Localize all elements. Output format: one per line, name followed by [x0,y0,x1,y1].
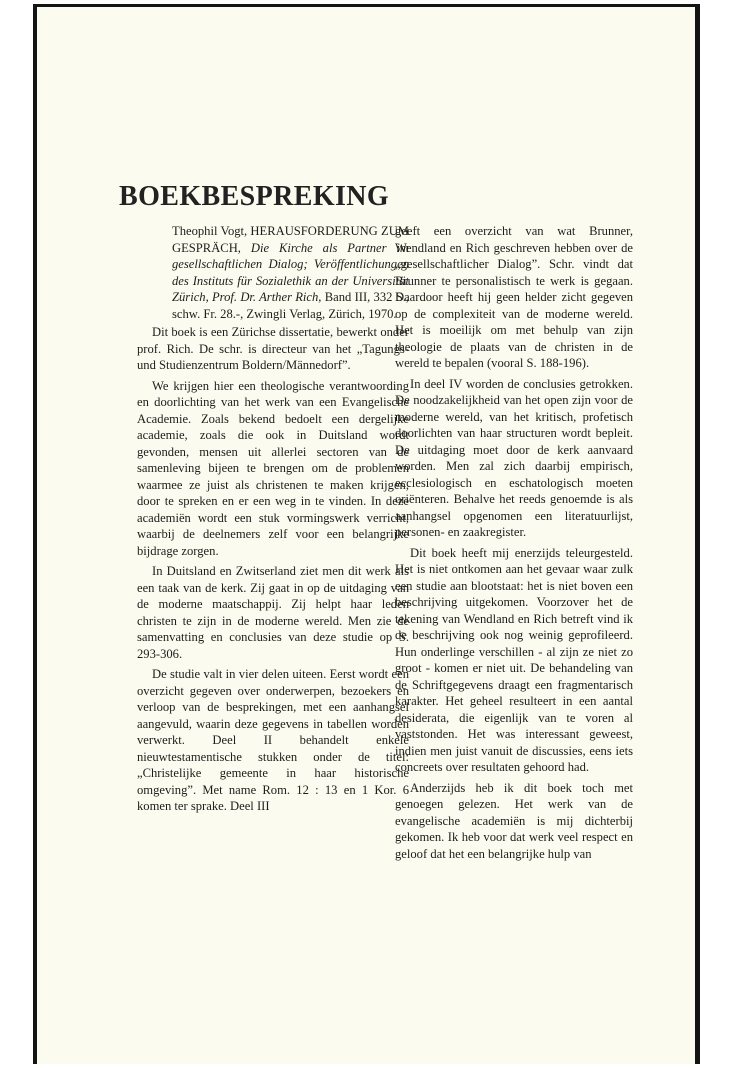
book-reference [172,223,409,322]
paragraph: Dit boek is een Zürichse dissertatie, bewerkt onder prof. Rich. De schr. is directeur van het „Tagungs- und Studienzentrum Boldern/Männedorf”. [137,325,409,372]
book-subtitle: Die Kirche als Partner im gesellschaftlichen Dialog; Veröffentlichungen des Instituts für Sozialethik an der Universität Zürich, Prof. Dr. Arther Rich, [172,240,409,304]
paragraph: In Duitsland en Zwitserland ziet men dit werk als een taak van de kerk. Zij gaat in op de uitdaging van de moderne maatschappij. Zij helpt haar leden christen te zijn in de moderne wereld. Men zie de samenvatting en conclusies van deze studie op S. 293-306. [137,564,409,661]
book-title: HERAUSFORDERUNG ZUM GESPRÄCH, [172,224,409,255]
book-author: Theophil Vogt, [172,224,251,238]
scanned-page [33,4,700,1064]
book-details: Band III, 332 S., schw. Fr. 28.-, Zwingli Verlag, Zürich, 1970. [172,290,409,321]
paragraph: geeft een overzicht van wat Brunner, Wendland en Rich geschreven hebben over de „gesellschaftlicher Dialog”. Schr. vindt dat Brunner te personalistisch te werk is gegaan. Daardoor heeft hij geen helder zicht gegeven op de complexiteit van de moderne wereld. Het is moeilijk om met behulp van zijn theologie de plaats van de christen in de wereld te bepalen (vooral S. 188-196). [395,224,633,370]
page-title: BOEKBESPREKING [119,181,390,212]
paragraph: Anderzijds heb ik dit boek toch met genoegen gelezen. Het werk van de evangelische academiën is mij dichterbij gekomen. Ik heb voor dat werk veel respect en geloof dat het een belangrijke hulp van [395,780,633,861]
paragraph: We krijgen hier een theologische verantwoording en doorlichting van het werk van een Evangelische Academie. Zoals bekend bedoelt een dergelijke academie, zoals die ook in Duitsland wordt gevonden, mensen uit allerlei sectoren van de samenleving bijeen te brengen om de problemen waarmee ze juist als christenen te maken krijgen, door te spreken en er een weg in te vinden. In deze academiën wordt een stuk vormingswerk verricht, waarbij de deelnemers zelf voor een belangrijke bijdrage zorgen. [137,378,409,558]
paragraph: Dit boek heeft mij enerzijds teleurgesteld. Het is niet ontkomen aan het gevaar waar zulk een studie aan blootstaat: het is niet boven een beschrijving uitgekomen. Voorzover het de tekening van Wendland en Rich betreft vind ik de beschrijving ook nog weinig geprofileerd. Hun onderlinge verschillen - al zijn ze niet zo groot - komen er niet uit. De behandeling van de Schriftgegevens draagt een fragmentarisch karakter. Het geheel resulteert in een aantal desiderata, die eigenlijk van te voren al vaststonden. Het was interessant geweest, indien men juist vanuit de discussies, eens iets concreets over resultaten gehoord had. [395,545,633,774]
paragraph: De studie valt in vier delen uiteen. Eerst wordt een overzicht gegeven over onderwerpen, bezoekers en verloop van de besprekingen, met een aanhangsel aangevuld, waarin deze gegevens in tabellen worden verwerkt. Deel II behandelt enkele nieuwtestamentische stukken onder de titel: „Christelijke gemeente in haar historische omgeving”. Met name Rom. 12 : 13 en 1 Kor. 6 komen ter sprake. Deel III [137,667,409,813]
left-column [137,223,409,815]
right-column [395,223,633,862]
paragraph: In deel IV worden de conclusies getrokken. De noodzakelijkheid van het open zijn voor de moderne wereld, van het kritisch, profetisch doorlichten van haar structuren wordt bepleit. De uitdaging moet door de kerk aanvaard worden. Men zal zich daarbij empirisch, ecclesiologisch en eschatologisch moeten oriënteren. Behalve het reeds genoemde is als aanhangsel opgenomen een literatuurlijst, personen- en zaakregister. [395,376,633,539]
